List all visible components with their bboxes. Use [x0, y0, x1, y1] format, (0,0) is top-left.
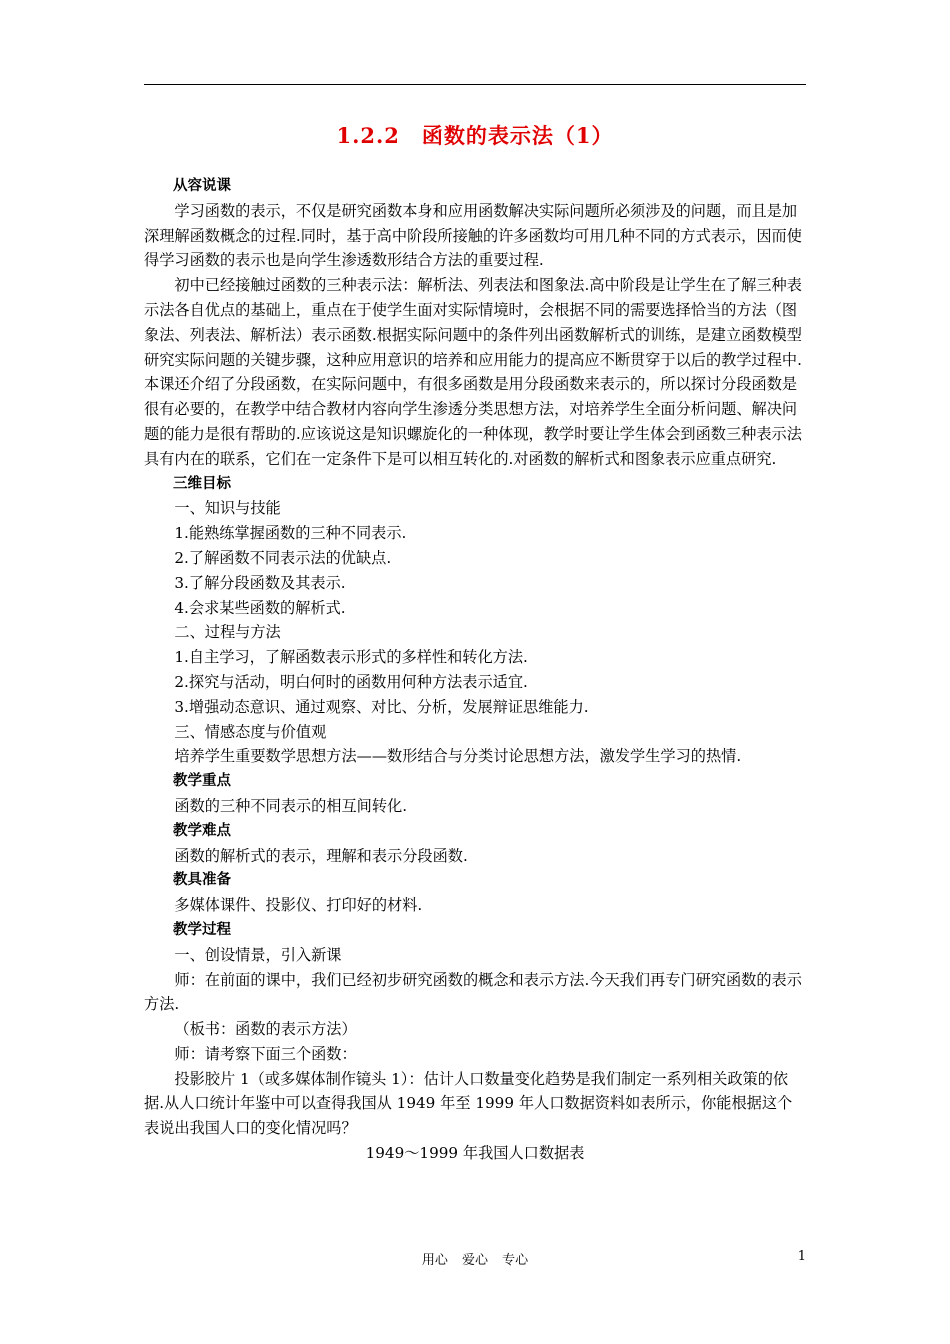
section-heading-key: 教学重点 — [173, 773, 231, 790]
key-text: 函数的三种不同表示的相互间转化. — [174, 796, 408, 815]
tools-text: 多媒体课件、投影仪、打印好的材料. — [174, 896, 423, 915]
page-title: 1.2.2 函数的表示法（1） — [336, 123, 614, 148]
intro-paragraph-2: 初中已经接触过函数的三种表示法：解析法、列表法和图象法.高中阶段是让学生在了解三种表示法各自优点的基础上，重点在于使学生面对实际情境时，会根据不同的需要选择恰当的方法（图象法、列表法、解析法）表示函数.根据实际问题中的条件列出函数解析式的训练，是建立函数模型研究实际问题的关键步骤，这种应用意识的培养和应用能力的提高应不断贯穿于以后的教学过程中.本课还介绍了分段函数，在实际问题中，有很多函数是用分段函数来表示的，所以探讨分段函数是很有必要的，在教学中结合教材内容向学生渗透分类思想方法，对培养学生全面分析问题、解决问题的能力是很有帮助的.应该说这是知识螺旋化的一种体现，教学时要让学生体会到函数三种表示法具有内在的联系，它们在一定条件下是可以相互转化的.对函数的解析式和图象表示应重点研究. — [144, 276, 802, 468]
section-heading-goals: 三维目标 — [173, 475, 231, 492]
goals-2-item: 1.自主学习，了解函数表示形式的多样性和转化方法. — [174, 648, 528, 667]
table-caption: 1949～1999 年我国人口数据表 — [365, 1144, 585, 1163]
header-rule — [144, 84, 806, 85]
process-paragraph-2: 师：请考察下面三个函数： — [174, 1044, 357, 1063]
process-board-note: （板书：函数的表示方法） — [174, 1020, 357, 1039]
process-step-1: 一、创设情景，引入新课 — [174, 945, 342, 964]
section-heading-intro: 从容说课 — [173, 178, 231, 194]
page-number: 1 — [797, 1249, 806, 1264]
goals-2-item: 3.增强动态意识、通过观察、对比、分析，发展辩证思维能力. — [174, 697, 589, 716]
goals-subheading-2: 二、过程与方法 — [174, 623, 281, 642]
goals-subheading-1: 一、知识与技能 — [174, 499, 281, 518]
section-heading-tools: 教具准备 — [173, 872, 231, 889]
section-heading-process: 教学过程 — [173, 921, 231, 938]
goals-3-text: 培养学生重要数学思想方法——数形结合与分类讨论思想方法，激发学生学习的热情. — [174, 747, 742, 766]
difficulty-text: 函数的解析式的表示，理解和表示分段函数. — [174, 846, 468, 865]
goals-1-item: 3.了解分段函数及其表示. — [174, 573, 346, 592]
goals-1-item: 1.能熟练掌握函数的三种不同表示. — [174, 524, 407, 543]
process-paragraph-3: 投影胶片 1（或多媒体制作镜头 1）：估计人口数量变化趋势是我们制定一系列相关政策的依据.从人口统计年鉴中可以查得我国从 1949 年至 1999 年人口数据资料如表所示，你能根据这个表说出我国人口的变化情况吗？ — [144, 1069, 793, 1138]
goals-subheading-3: 三、情感态度与价值观 — [174, 722, 327, 741]
goals-2-item: 2.探究与活动，明白何时的函数用何种方法表示适宜. — [174, 672, 528, 691]
document-body — [144, 174, 806, 1166]
process-paragraph-1: 师：在前面的课中，我们已经初步研究函数的概念和表示方法.今天我们再专门研究函数的表示方法. — [144, 970, 802, 1014]
footer-text: 用心 爱心 专心 — [421, 1253, 529, 1268]
goals-1-item: 2.了解函数不同表示法的优缺点. — [174, 548, 392, 567]
intro-paragraph-1: 学习函数的表示，不仅是研究函数本身和应用函数解决实际问题所必须涉及的问题，而且是加深理解函数概念的过程.同时，基于高中阶段所接触的许多函数均可用几种不同的方式表示，因而使得学习函数的表示也是向学生渗透数形结合方法的重要过程. — [144, 201, 802, 270]
goals-1-item: 4.会求某些函数的解析式. — [174, 598, 346, 617]
section-heading-difficulty: 教学难点 — [173, 822, 231, 839]
